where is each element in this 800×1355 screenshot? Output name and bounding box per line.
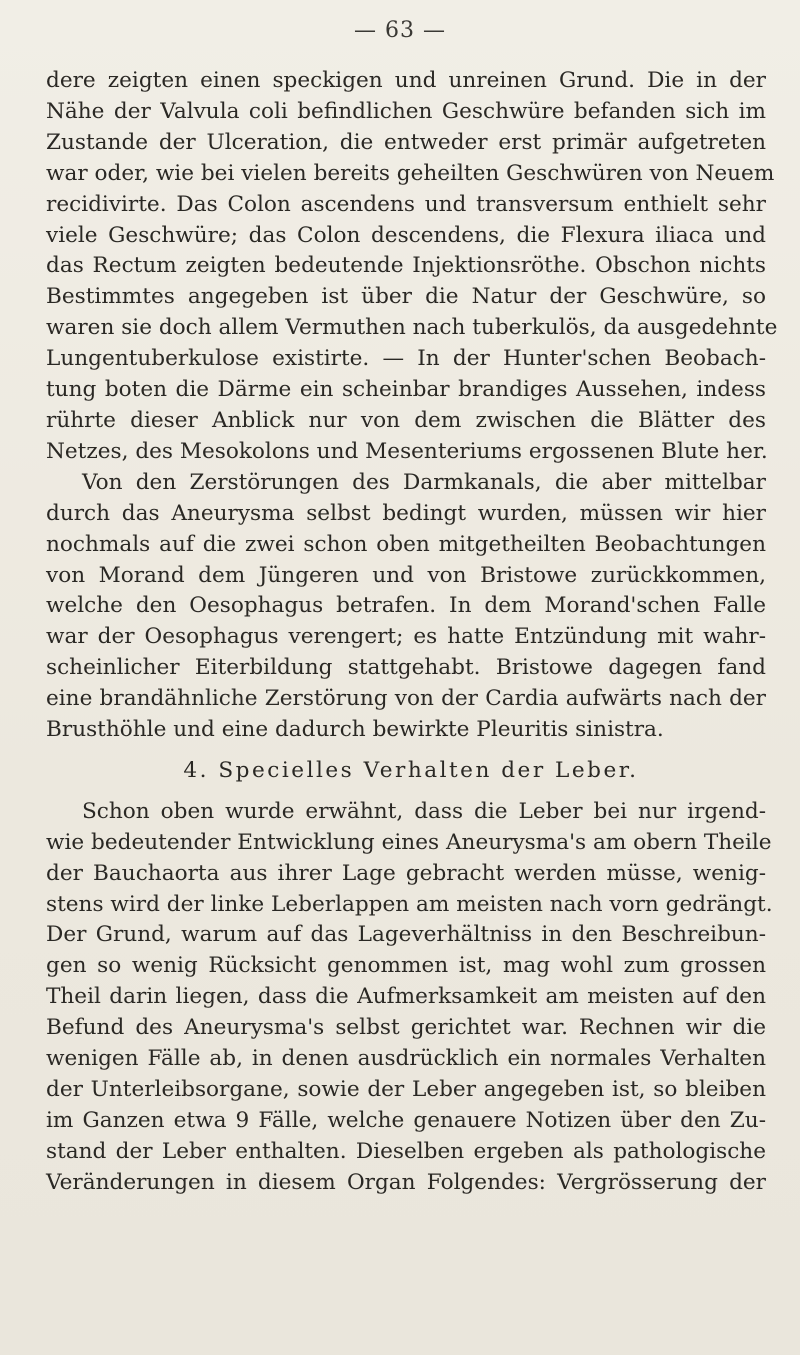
page-number: — 63 —: [354, 18, 446, 43]
text-line: Der Grund, warum auf das Lageverhältniss in den Beschreibun-: [46, 922, 766, 948]
text-line: Von den Zerstörungen des Darmkanals, die aber mittelbar: [82, 469, 766, 495]
text-line: der Unterleibsorgane, sowie der Leber angegeben ist, so bleiben: [46, 1077, 766, 1102]
text-line: Brusthöhle und eine dadurch bewirkte Pleuritis sinistra.: [46, 717, 664, 743]
text-line: Nähe der Valvula coli befindlichen Geschwüre befanden sich im: [46, 98, 766, 124]
text-line: dere zeigten einen speckigen und unreinen Grund. Die in der: [46, 68, 766, 93]
text-line: Befund des Aneurysma's selbst gerichtet war. Rechnen wir die: [46, 1015, 766, 1041]
text-line: recidivirte. Das Colon ascendens und transversum enthielt sehr: [46, 191, 766, 217]
text-line: Schon oben wurde erwähnt, dass die Leber bei nur irgend-: [82, 798, 766, 824]
text-line: eine brandähnliche Zerstörung von der Cardia aufwärts nach der: [46, 686, 766, 712]
text-line: Lungentuberkulose existirte. — In der Hunter'schen Beobach-: [46, 346, 766, 372]
text-line: rührte dieser Anblick nur von dem zwischen die Blätter des: [46, 407, 766, 433]
text-line: nochmals auf die zwei schon oben mitgetheilten Beobachtungen: [46, 531, 766, 557]
text-line: Zustande der Ulceration, die entweder erst primär aufgetreten: [46, 129, 766, 155]
text-line: tung boten die Därme ein scheinbar brandiges Aussehen, indess: [46, 377, 766, 403]
text-line: wie bedeutender Entwicklung eines Aneurysma's am obern Theile: [46, 829, 772, 855]
text-line: war der Oesophagus verengert; es hatte Entzündung mit wahr-: [46, 624, 766, 650]
text-line: im Ganzen etwa 9 Fälle, welche genauere Notizen über den Zu-: [46, 1107, 766, 1133]
text-line: Netzes, des Mesokolons und Mesenteriums ergossenen Blute her.: [46, 438, 768, 464]
text-line: war oder, wie bei vielen bereits geheilten Geschwüren von Neuem: [46, 160, 775, 186]
text-line: stand der Leber enthalten. Dieselben ergeben als pathologische: [46, 1138, 766, 1164]
text-line: scheinlicher Eiterbildung stattgehabt. Bristowe dagegen fand: [46, 655, 766, 681]
text-line: Theil darin liegen, dass die Aufmerksamkeit am meisten auf den: [46, 984, 766, 1010]
text-line: viele Geschwüre; das Colon descendens, die Flexura iliaca und: [46, 222, 766, 248]
text-line: das Rectum zeigten bedeutende Injektionsröthe. Obschon nichts: [46, 253, 766, 279]
text-line: gen so wenig Rücksicht genommen ist, mag wohl zum grossen: [46, 953, 766, 979]
text-line: welche den Oesophagus betrafen. In dem Morand'schen Falle: [46, 593, 766, 619]
text-line: wenigen Fälle ab, in denen ausdrücklich ein normales Verhalten: [46, 1046, 766, 1072]
text-line: waren sie doch allem Vermuthen nach tuberkulös, da ausgedehnte: [46, 315, 778, 341]
text-line: stens wird der linke Leberlappen am meisten nach vorn gedrängt.: [46, 891, 773, 917]
text-line: Bestimmtes angegeben ist über die Natur der Geschwüre, so: [46, 284, 766, 310]
text-line: der Bauchaorta aus ihrer Lage gebracht werden müsse, wenig-: [46, 860, 766, 886]
text-line: durch das Aneurysma selbst bedingt wurden, müssen wir hier: [46, 500, 766, 526]
text-line: von Morand dem Jüngeren und von Bristowe zurückkommen,: [46, 562, 766, 588]
section-heading: 4. Specielles Verhalten der Leber.: [183, 757, 639, 783]
page-body: [46, 66, 778, 1199]
text-line: Veränderungen in diesem Organ Folgendes: Vergrösserung der: [46, 1169, 766, 1195]
